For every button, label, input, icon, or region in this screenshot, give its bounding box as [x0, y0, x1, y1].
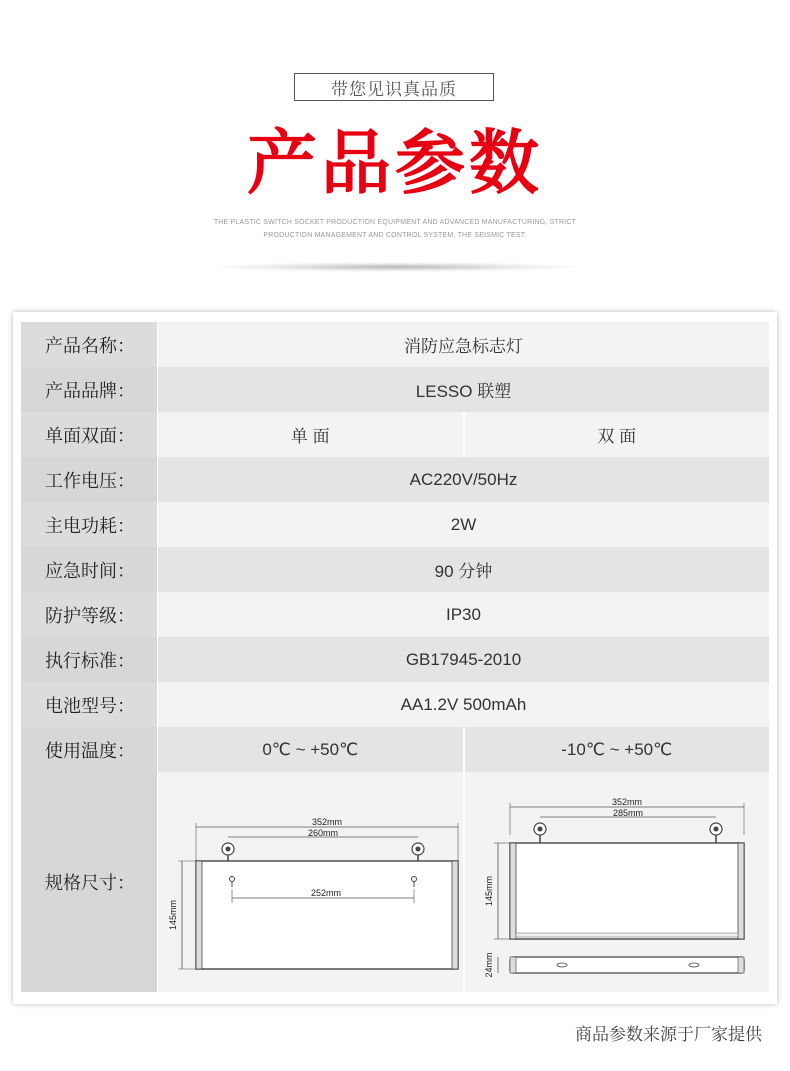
- page-title: 产品参数: [247, 122, 543, 204]
- spec-value-double: -10℃ ~ +50℃: [463, 727, 770, 772]
- dimension-cell-single: [158, 772, 463, 992]
- spec-label: 电池型号：: [21, 682, 158, 727]
- spec-value-single: 0℃ ~ +50℃: [262, 739, 359, 759]
- spec-row-emergency-time: [21, 547, 769, 592]
- dim-width-label: 352mm: [312, 817, 343, 827]
- spec-split: [158, 772, 769, 992]
- spec-value: LESSO 联塑: [415, 382, 512, 401]
- footer-note: 商品参数来源于厂家提供: [575, 1025, 762, 1044]
- spec-label: 应急时间：: [21, 547, 158, 592]
- dim-hole-top-label: 260mm: [308, 828, 339, 838]
- spec-label: 产品名称：: [21, 322, 158, 367]
- spec-row-protection: [21, 592, 769, 637]
- spec-row-sides: [21, 412, 769, 457]
- dimension-cell-double: [463, 772, 770, 992]
- subtitle: 带您见识真品质: [331, 79, 457, 99]
- dim-width-label: 352mm: [611, 797, 642, 807]
- dim-depth-label: 24mm: [483, 952, 494, 978]
- spec-value: 消防应急标志灯: [404, 337, 523, 356]
- spec-row-voltage: [21, 457, 769, 502]
- spec-card: [13, 312, 777, 1004]
- spec-label: 主电功耗：: [21, 502, 158, 547]
- spec-row-brand: [21, 367, 769, 412]
- spec-label: 单面双面：: [21, 412, 158, 457]
- single-sided-dimension-diagram: [160, 777, 460, 987]
- subtitle-box: [294, 73, 494, 101]
- title-shadow-divider: [210, 262, 580, 272]
- spec-row-power: [21, 502, 769, 547]
- spec-value: 90 分钟: [434, 562, 493, 581]
- spec-value: 2W: [450, 514, 477, 534]
- dim-hole-top-label: 285mm: [612, 808, 643, 818]
- spec-table: [21, 322, 769, 992]
- dim-height-label: 145mm: [483, 875, 494, 907]
- lamp-side-profile: [510, 957, 744, 973]
- spec-label: 防护等级：: [21, 592, 158, 637]
- lamp-body-front: [196, 861, 458, 969]
- spec-value-double: 双 面: [463, 412, 770, 457]
- spec-row-battery: [21, 682, 769, 727]
- english-caption-line2: PRODUCTION MANAGEMENT AND CONTROL SYSTEM, THE SEISMIC TEST.: [263, 232, 527, 239]
- spec-value: GB17945-2010: [405, 649, 522, 669]
- spec-label: 产品品牌：: [21, 367, 158, 412]
- double-sided-dimension-diagram: [472, 777, 762, 987]
- spec-row-dimensions: [21, 772, 769, 992]
- spec-row-temperature: [21, 727, 769, 772]
- dim-hole-bottom-label: 252mm: [311, 888, 342, 898]
- spec-label: 执行标准：: [21, 637, 158, 682]
- spec-value: IP30: [446, 604, 481, 624]
- english-caption-line1: THE PLASTIC SWITCH SOCKET PRODUCTION EQUIPMENT AND ADVANCED MANUFACTURING, STRICT: [213, 219, 577, 226]
- dim-height-label: 145mm: [168, 899, 179, 931]
- spec-row-standard: [21, 637, 769, 682]
- spec-label: 规格尺寸：: [21, 772, 158, 992]
- spec-value: AA1.2V 500mAh: [400, 694, 527, 714]
- spec-value-single: 单 面: [290, 427, 330, 446]
- spec-split: [158, 412, 769, 457]
- spec-split: [158, 727, 769, 772]
- spec-value: AC220V/50Hz: [409, 469, 518, 489]
- spec-row-name: [21, 322, 769, 367]
- spec-label: 工作电压：: [21, 457, 158, 502]
- spec-label: 使用温度：: [21, 727, 158, 772]
- lamp-body-front: [510, 843, 744, 939]
